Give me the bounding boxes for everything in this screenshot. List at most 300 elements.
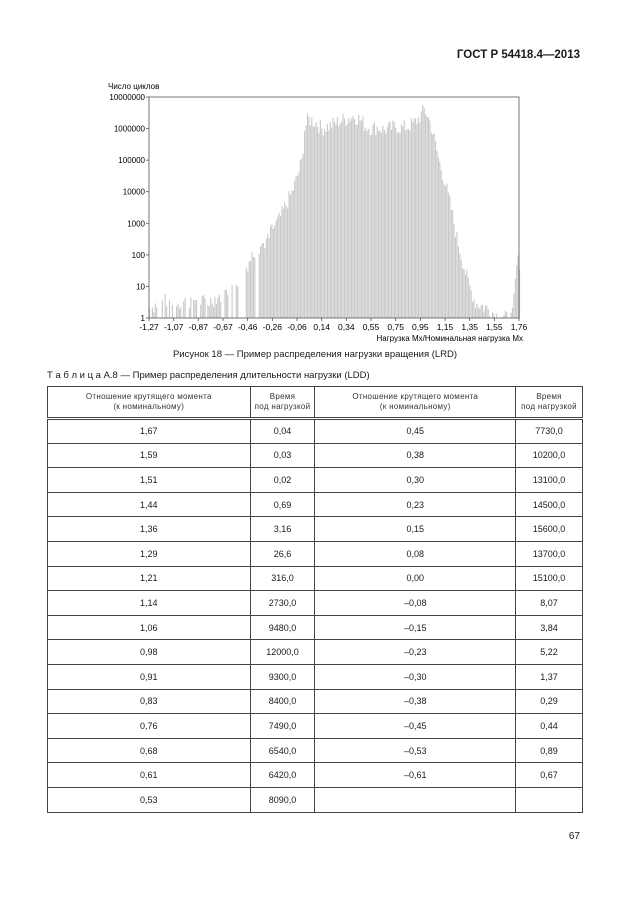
table-cell: 26,6: [250, 541, 315, 566]
y-tick-label: 100: [131, 250, 145, 260]
table-cell: 1,37: [516, 664, 583, 689]
histogram-bar: [488, 309, 489, 318]
table-cell: 0,91: [48, 664, 251, 689]
table-cell: 8090,0: [250, 787, 315, 812]
table-caption: Т а б л и ц а А.8 — Пример распределения длительности нагрузки (LDD): [47, 370, 370, 381]
histogram-bar: [427, 117, 428, 318]
histogram-bar: [212, 304, 213, 318]
histogram-bar: [323, 135, 324, 318]
histogram-bar: [219, 295, 220, 318]
histogram-bar: [456, 232, 457, 318]
table-row: [48, 492, 583, 517]
histogram-bar: [512, 308, 513, 318]
histogram-bar: [405, 131, 406, 318]
histogram-bar: [368, 129, 369, 318]
histogram-bar: [314, 127, 315, 318]
histogram-bar: [380, 131, 381, 318]
table-row: [48, 787, 583, 812]
histogram-bar: [176, 306, 177, 318]
x-tick-label: 0,14: [313, 322, 330, 332]
histogram-bar: [333, 118, 334, 318]
x-tick-label: 0,34: [338, 322, 355, 332]
histogram-bar: [232, 285, 233, 318]
x-tick-label: -0,46: [237, 322, 258, 332]
table-cell: 12000,0: [250, 640, 315, 665]
histogram-bar: [261, 244, 262, 318]
histogram-bar: [452, 210, 453, 318]
header-line: (к номинальному): [379, 402, 451, 411]
histogram-bar: [357, 125, 358, 318]
table-row: [48, 640, 583, 665]
histogram-bar: [338, 127, 339, 318]
histogram-bar: [451, 209, 452, 318]
histogram-bar: [276, 220, 277, 318]
x-tick-label: -0,26: [262, 322, 283, 332]
histogram-bar: [237, 287, 238, 318]
histogram-bar: [340, 123, 341, 318]
histogram-bar: [382, 126, 383, 318]
chart-svg: [0, 0, 630, 360]
histogram-bar: [328, 130, 329, 318]
histogram-bar: [441, 170, 442, 318]
histogram-bar: [468, 277, 469, 318]
histogram-bar: [367, 131, 368, 318]
histogram-bar: [162, 301, 163, 318]
histogram-bar: [402, 127, 403, 318]
table-cell: 1,44: [48, 492, 251, 517]
table-cell: 0,04: [250, 419, 315, 444]
histogram-bar: [298, 172, 299, 318]
table-cell: 2730,0: [250, 591, 315, 616]
histogram-bar: [281, 206, 282, 318]
histogram-bar: [325, 132, 326, 318]
histogram-bar: [432, 134, 433, 318]
table-cell: 0,38: [315, 443, 516, 468]
table-row: [48, 591, 583, 616]
histogram-bar: [478, 307, 479, 318]
histogram-bar: [424, 108, 425, 318]
histogram-bar: [306, 125, 307, 318]
histogram-bar: [378, 131, 379, 318]
histogram-bar: [347, 124, 348, 318]
histogram-bar: [361, 121, 362, 318]
table-row: [48, 664, 583, 689]
histogram-bar: [169, 301, 170, 318]
table-cell: 9480,0: [250, 615, 315, 640]
histogram-bar: [471, 290, 472, 318]
histogram-bar: [464, 269, 465, 318]
histogram-bar: [307, 113, 308, 318]
histogram-bar: [371, 134, 372, 318]
histogram-bar: [183, 301, 184, 318]
histogram-bar: [375, 135, 376, 318]
histogram-bar: [485, 306, 486, 318]
histogram-bar: [335, 124, 336, 318]
table-row: [48, 763, 583, 788]
histogram-bar: [374, 122, 375, 318]
table-cell: 0,61: [48, 763, 251, 788]
histogram-bar: [185, 298, 186, 318]
histogram-bar: [321, 128, 322, 318]
histogram-bar: [224, 290, 225, 318]
histogram-bar: [496, 314, 497, 318]
x-tick-label: 0,75: [387, 322, 404, 332]
histogram-bar: [202, 296, 203, 318]
histogram-bar: [348, 118, 349, 318]
x-tick-label: 0,55: [362, 322, 380, 332]
histogram-bar: [279, 213, 280, 318]
table-cell: 316,0: [250, 566, 315, 591]
histogram-bar: [331, 128, 332, 318]
table-cell: 15600,0: [516, 517, 583, 542]
table-cell: 0,30: [315, 468, 516, 493]
header-line: Время: [536, 392, 562, 401]
histogram-bar: [360, 120, 361, 318]
histogram-bar: [445, 186, 446, 318]
histogram-bar: [153, 312, 154, 318]
histogram-bar: [438, 157, 439, 318]
x-tick-label: -0,67: [213, 322, 233, 332]
header-line: (к номинальному): [113, 402, 185, 411]
table-body: [48, 419, 583, 813]
histogram-bar: [251, 252, 252, 318]
histogram-bar: [493, 314, 494, 318]
histogram-bar: [253, 257, 254, 318]
histogram-bar: [316, 122, 317, 318]
y-tick-label: 10000: [122, 187, 145, 197]
histogram-bar: [274, 226, 275, 318]
histogram-bar: [193, 300, 194, 318]
histogram-bar: [365, 128, 366, 318]
y-tick-label: 1: [140, 314, 145, 323]
table-cell: 0,69: [250, 492, 315, 517]
histogram-bar: [236, 285, 237, 318]
y-axis-title: Число циклов: [108, 82, 160, 91]
histogram-bar: [283, 209, 284, 318]
x-tick-label: -1,27: [139, 322, 159, 332]
histogram-bar: [381, 133, 382, 318]
histogram-bar: [277, 217, 278, 318]
histogram-bar: [435, 141, 436, 318]
table-cell: 5,22: [516, 640, 583, 665]
histogram-bar: [409, 131, 410, 318]
histogram-bar: [428, 117, 429, 318]
table-cell: 8400,0: [250, 689, 315, 714]
histogram-bar: [320, 120, 321, 318]
histogram-bar: [394, 122, 395, 318]
histogram-bar: [213, 307, 214, 318]
histogram-bar: [454, 224, 455, 318]
histogram-bar: [313, 126, 314, 318]
table-cell: 7490,0: [250, 714, 315, 739]
x-axis-title: Нагрузка Мх/Номинальная нагрузка Мх: [376, 334, 523, 343]
table-cell: 1,21: [48, 566, 251, 591]
histogram-bar: [156, 307, 157, 318]
histogram-bar: [291, 190, 292, 318]
histogram-bar: [448, 192, 449, 318]
histogram-bar: [353, 116, 354, 318]
table-cell: 9300,0: [250, 664, 315, 689]
histogram-bar: [273, 229, 274, 318]
table-cell: 0,98: [48, 640, 251, 665]
histogram-bar: [280, 216, 281, 318]
histogram-bar: [270, 226, 271, 318]
table-cell: –0,15: [315, 615, 516, 640]
histogram-bar: [486, 306, 487, 318]
header-time-under-load: [250, 387, 315, 419]
load-distribution-chart: [0, 0, 630, 360]
table-cell: –0,30: [315, 664, 516, 689]
table-cell: –0,08: [315, 591, 516, 616]
table-cell: 6540,0: [250, 738, 315, 763]
histogram-bar: [387, 127, 388, 318]
histogram-bar: [310, 125, 311, 318]
x-tick-label: 1,55: [486, 322, 503, 332]
histogram-bar: [290, 195, 291, 318]
histogram-bar: [303, 154, 304, 318]
x-tick-label: -0,06: [287, 322, 307, 332]
x-ticks: [139, 318, 527, 332]
histogram-bar: [417, 124, 418, 318]
histogram-bar: [458, 247, 459, 318]
histogram-bar: [358, 115, 359, 318]
table-cell: 3,84: [516, 615, 583, 640]
header-line: под нагрузкой: [254, 402, 311, 411]
histogram-bar: [503, 315, 504, 318]
table-cell: 0,68: [48, 738, 251, 763]
page-number: 67: [568, 831, 580, 842]
histogram-bar: [246, 267, 247, 318]
histogram-bar: [377, 127, 378, 318]
histogram-bar: [479, 309, 480, 318]
table-cell: 8,07: [516, 591, 583, 616]
histogram-bar: [518, 255, 519, 318]
x-tick-label: 0,95: [412, 322, 429, 332]
histogram-bar: [155, 303, 156, 318]
table-row: [48, 689, 583, 714]
histogram-bar: [459, 254, 460, 318]
histogram-bar: [260, 247, 261, 318]
histogram-bar: [172, 305, 173, 318]
table-row: [48, 468, 583, 493]
histogram-bar: [397, 133, 398, 318]
histogram-bar: [311, 118, 312, 318]
table-cell: 1,06: [48, 615, 251, 640]
histogram-bar: [203, 295, 204, 318]
histogram-bar: [324, 129, 325, 318]
table-row: [48, 419, 583, 444]
histogram-bar: [263, 243, 264, 318]
histogram-bar: [449, 196, 450, 318]
histogram-bar: [288, 191, 289, 318]
histogram-bar: [421, 111, 422, 318]
histogram-bar: [152, 308, 153, 318]
histogram-bar: [209, 306, 210, 318]
table-cell: 14500,0: [516, 492, 583, 517]
table-cell: 10200,0: [516, 443, 583, 468]
histogram-bar: [472, 302, 473, 318]
histogram-bar: [425, 114, 426, 318]
table-cell: 0,08: [315, 541, 516, 566]
histogram-bar: [469, 285, 470, 318]
histogram-bar: [344, 118, 345, 318]
histogram-bar: [217, 297, 218, 318]
table-cell: 13100,0: [516, 468, 583, 493]
histogram-bar: [343, 114, 344, 318]
histogram-bar: [455, 237, 456, 318]
histogram-bar: [269, 238, 270, 318]
histogram-bar: [436, 151, 437, 318]
y-ticks: [109, 93, 149, 323]
histogram-bar: [506, 312, 507, 318]
histogram-bar: [395, 128, 396, 318]
histogram-bar: [442, 180, 443, 318]
header-time-under-load: [516, 387, 583, 419]
table-cell: 1,59: [48, 443, 251, 468]
histogram-bar: [308, 117, 309, 318]
histogram-bar: [476, 304, 477, 318]
histogram-bar: [473, 299, 474, 318]
histogram-bar: [284, 203, 285, 318]
table-cell: 0,76: [48, 714, 251, 739]
header-line: под нагрузкой: [521, 402, 577, 411]
histogram-bar: [439, 162, 440, 318]
table-cell: –0,38: [315, 689, 516, 714]
histogram-bar: [205, 298, 206, 318]
histogram-bar: [355, 125, 356, 318]
table-cell: 0,15: [315, 517, 516, 542]
standard-header: ГОСТ Р 54418.4—2013: [456, 49, 580, 61]
histogram-bar: [337, 117, 338, 318]
histogram-bar: [165, 294, 166, 318]
histogram-bar: [412, 122, 413, 318]
table-cell: 0,83: [48, 689, 251, 714]
histogram-bar: [362, 117, 363, 318]
histogram-bar: [200, 305, 201, 318]
histogram-bar: [370, 135, 371, 318]
histogram-bar: [214, 297, 215, 318]
histogram-bar: [196, 300, 197, 318]
histogram-bar: [419, 123, 420, 318]
histogram-bar: [466, 270, 467, 318]
histogram-bar: [384, 130, 385, 318]
histogram-bar: [180, 307, 181, 318]
histogram-bar: [330, 122, 331, 318]
histogram-bar: [388, 123, 389, 318]
histogram-bar: [301, 158, 302, 318]
histogram-bar: [250, 261, 251, 318]
table-cell: 1,14: [48, 591, 251, 616]
histogram-bar: [401, 125, 402, 318]
histogram-bar: [227, 295, 228, 318]
histogram-bar: [351, 118, 352, 318]
histogram-bar: [391, 130, 392, 318]
histogram-bar: [392, 120, 393, 318]
table-cell: 1,29: [48, 541, 251, 566]
table-cell: 0,44: [516, 714, 583, 739]
histogram-bar: [294, 181, 295, 318]
table-row: [48, 738, 583, 763]
histogram-bar: [341, 122, 342, 318]
table-cell: 0,23: [315, 492, 516, 517]
histogram-bar: [515, 279, 516, 318]
table-cell: 13700,0: [516, 541, 583, 566]
histogram-bar: [444, 184, 445, 318]
header-line: Отношение крутящего момента: [352, 392, 479, 401]
histogram-bar: [264, 248, 265, 318]
histogram-bar: [249, 261, 250, 318]
table-row: [48, 541, 583, 566]
load-duration-table: [47, 386, 583, 813]
histogram-bar: [414, 119, 415, 318]
histogram-bar: [318, 133, 319, 318]
table-row: [48, 615, 583, 640]
histogram-bar: [431, 133, 432, 318]
x-tick-label: 1,76: [510, 322, 528, 332]
histogram-bar: [411, 118, 412, 318]
histogram-bar: [300, 160, 301, 318]
table-cell: 0,53: [48, 787, 251, 812]
header-line: Отношение крутящего момента: [85, 392, 212, 401]
histogram-bar: [226, 289, 227, 318]
histogram-bar: [482, 305, 483, 318]
histogram-bar: [216, 304, 217, 318]
histogram-bar: [247, 271, 248, 318]
histogram-bar: [334, 122, 335, 318]
histogram-bar: [516, 265, 517, 318]
histogram-bar: [207, 305, 208, 318]
histogram-bar: [461, 260, 462, 318]
histogram-bar: [399, 133, 400, 318]
histogram-bar: [390, 122, 391, 318]
histogram-bar: [304, 131, 305, 318]
table-cell: 1,51: [48, 468, 251, 493]
y-tick-label: 1000: [127, 219, 145, 229]
table-cell: 0,29: [516, 689, 583, 714]
table-cell: [315, 787, 516, 812]
x-tick-label: -1,07: [163, 322, 184, 332]
table-cell: 15100,0: [516, 566, 583, 591]
histogram-bar: [418, 117, 419, 318]
histogram-bar: [179, 309, 180, 318]
table-cell: 0,03: [250, 443, 315, 468]
histogram-bar: [364, 131, 365, 318]
table-cell: 1,67: [48, 419, 251, 444]
histogram-bar: [407, 129, 408, 318]
x-tick-label: -0,87: [188, 322, 209, 332]
table-cell: 0,02: [250, 468, 315, 493]
histogram-bar: [372, 125, 373, 318]
y-tick-label: 10000000: [109, 93, 145, 102]
y-tick-label: 100000: [118, 156, 145, 166]
table-cell: [516, 787, 583, 812]
table-cell: 3,16: [250, 517, 315, 542]
histogram-bar: [189, 308, 190, 318]
histogram-bar: [429, 121, 430, 318]
histogram-bar: [434, 133, 435, 318]
histogram-bar: [297, 176, 298, 318]
histogram-bar: [505, 311, 506, 318]
histogram-bar: [354, 119, 355, 318]
histogram-bar: [220, 302, 221, 318]
histogram-bar: [481, 305, 482, 318]
table-row: [48, 517, 583, 542]
histogram-bar: [267, 234, 268, 318]
histogram-bar: [327, 124, 328, 318]
histogram-bar: [345, 126, 346, 318]
table-cell: 7730,0: [516, 419, 583, 444]
histogram-bar: [254, 258, 255, 318]
